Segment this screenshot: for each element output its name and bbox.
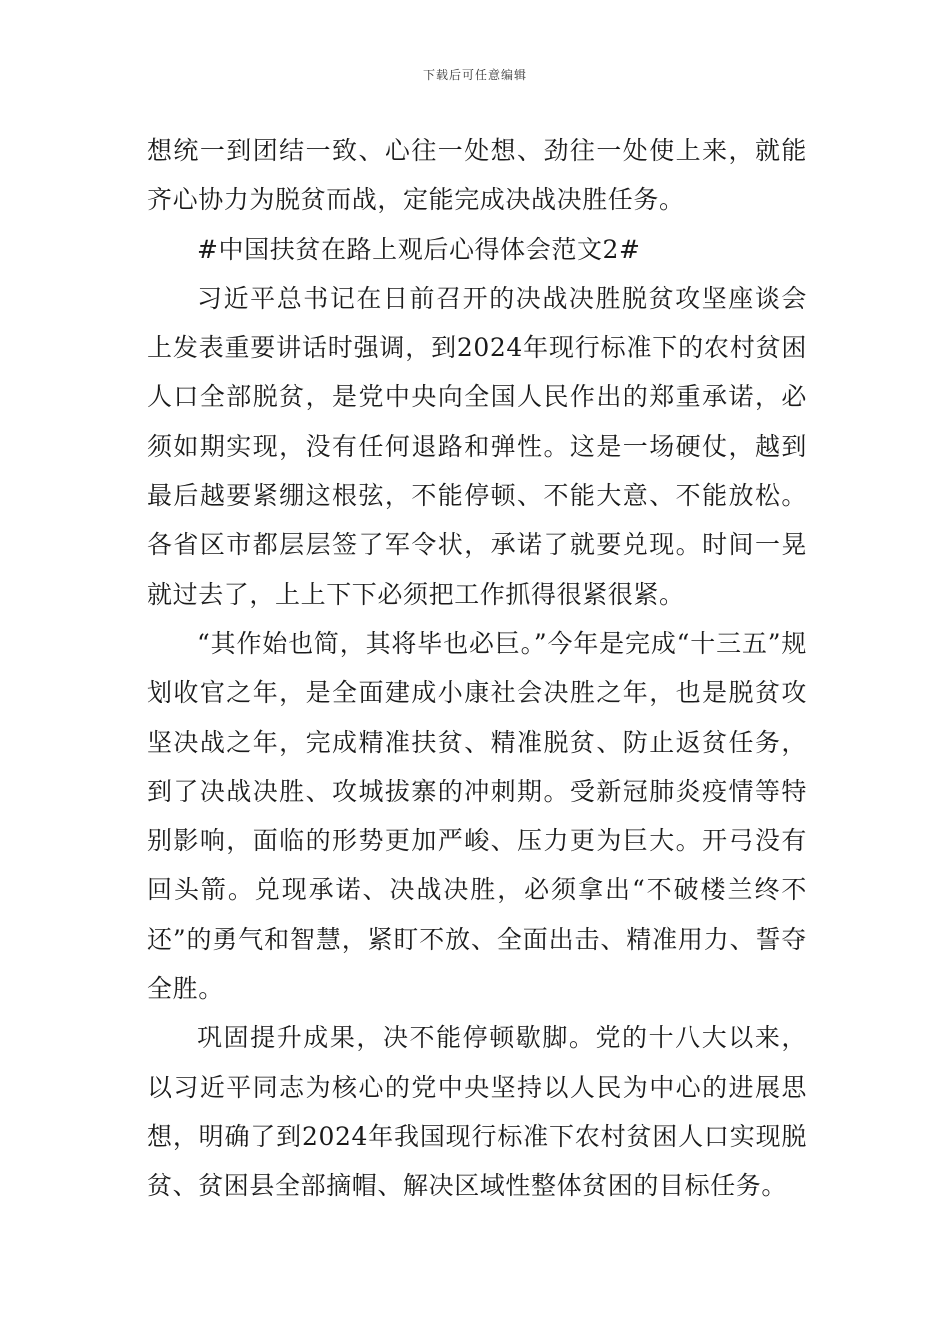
page-header-note: 下载后可任意编辑: [422, 68, 527, 82]
paragraph-continuation: 想统一到团结一致、心往一处想、劲往一处使上来，就能齐心协力为脱贫而战，定能完成决战决胜任务。: [147, 136, 807, 215]
paragraph: “其作始也简，其将毕也必巨。”今年是完成“十三五”规划收官之年，是全面建成小康社会决胜之年，也是脱贫攻坚决战之年，完成精准扶贫、精准脱贫、防止返贫任务，到了决战决胜、攻城拔寨的冲刺期。受新冠肺炎疫情等特别影响，面临的形势更加严峻、压力更为巨大。开弓没有回头箭。兑现承诺、决战决胜，必须拿出“不破楼兰终不还”的勇气和智慧，紧盯不放、全面出击、精准用力、誓夺全胜。: [147, 628, 807, 1004]
document-body: [147, 126, 807, 1211]
paragraph: 巩固提升成果，决不能停顿歇脚。党的十八大以来，以习近平同志为核心的党中央坚持以人民为中心的进展思想，明确了到2024年我国现行标准下农村贫困人口实现脱贫、贫困县全部摘帽、解决区域性整体贫困的目标任务。: [147, 1023, 807, 1201]
paragraph: 习近平总书记在日前召开的决战决胜脱贫攻坚座谈会上发表重要讲话时强调，到2024年现行标准下的农村贫困人口全部脱贫，是党中央向全国人民作出的郑重承诺，必须如期实现，没有任何退路和弹性。这是一场硬仗，越到最后越要紧绷这根弦，不能停顿、不能大意、不能放松。各省区市都层层签了军令状，承诺了就要兑现。时间一晃就过去了，上上下下必须把工作抓得很紧很紧。: [147, 283, 807, 609]
section-heading: #中国扶贫在路上观后心得体会范文2#: [197, 234, 641, 264]
